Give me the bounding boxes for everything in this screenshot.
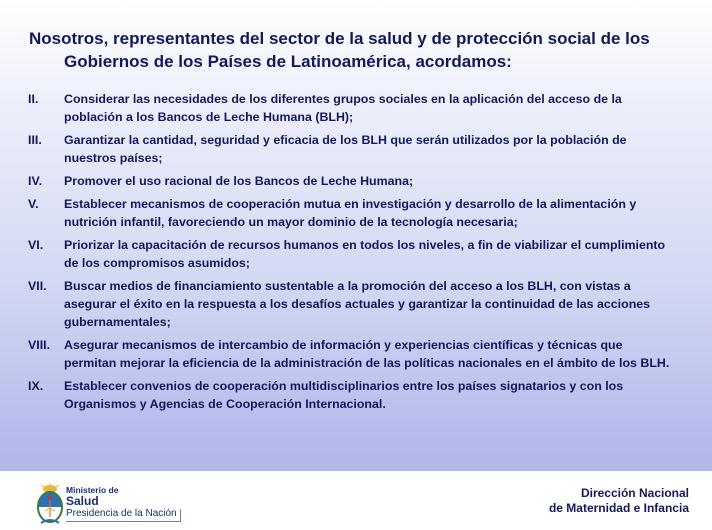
item-text: Buscar medios de financiamiento sustentable a la promoción del acceso a los BLH, con vistas a asegurar el éxito en la respuesta a los desafíos actuales y garantizar la continuidad de las acciones gubernamentales;	[64, 279, 651, 329]
title-line-2: Gobiernos de los Países de Latinoamérica, acordamos:	[64, 52, 512, 71]
item-text: Promover el uso racional de los Bancos de Leche Humana;	[64, 174, 414, 188]
ministerio-salud-logo	[30, 479, 190, 527]
logo-divider-vertical	[180, 509, 181, 522]
item-number: VI.	[28, 238, 44, 252]
logo-presidencia: Presidencia de la Nación	[66, 508, 177, 519]
logo-ministerio: Ministerio de	[66, 485, 119, 495]
list-item	[28, 377, 678, 413]
direccion-line-1: Dirección Nacional	[580, 486, 689, 500]
slide-title	[29, 27, 689, 73]
item-number: V.	[28, 197, 39, 211]
item-number: IX.	[28, 379, 44, 393]
logo-divider	[66, 521, 180, 522]
item-text: Establecer mecanismos de cooperación mutua en investigación y desarrollo de la alimentación y nutrición infantil, favoreciendo un mayor dominio de la tecnología necesaria;	[64, 197, 637, 229]
title-line-1: Nosotros, representantes del sector de la salud y de protección social de los	[29, 29, 650, 48]
direccion-nacional	[549, 486, 689, 516]
item-text: Considerar las necesidades de los diferentes grupos sociales en la aplicación del acceso de la población a los Bancos de Leche Humana (BLH);	[64, 92, 622, 124]
item-text: Asegurar mecanismos de intercambio de información y experiencias científicas y técnicas que permitan mejorar la eficiencia de la administración de las políticas nacionales en el ámbito de los BLH.	[64, 338, 670, 370]
list-item	[28, 90, 678, 126]
logo-text	[66, 485, 177, 520]
direccion-line-2: de Maternidad e Infancia	[548, 501, 689, 515]
footer	[0, 471, 712, 530]
item-number: IV.	[28, 174, 43, 188]
item-text: Priorizar la capacitación de recursos humanos en todos los niveles, a fin de viabilizar el cumplimiento de los compromisos asumidos;	[64, 238, 666, 270]
item-text: Garantizar la cantidad, seguridad y eficacia de los BLH que serán utilizados por la población de nuestros países;	[64, 133, 627, 165]
list-item	[28, 195, 678, 231]
list-item	[28, 131, 678, 167]
item-number: VII.	[28, 279, 47, 293]
list-item	[28, 236, 678, 272]
agreement-list	[28, 90, 678, 418]
item-number: III.	[28, 133, 42, 147]
list-item	[28, 277, 678, 331]
list-item	[28, 172, 678, 190]
logo-salud: Salud	[66, 494, 99, 508]
item-text: Establecer convenios de cooperación multidisciplinarios entre los países signatarios y con los Organismos y Agencias de Cooperación Internacional.	[64, 379, 624, 411]
item-number: II.	[28, 92, 39, 106]
list-item	[28, 336, 678, 372]
argentina-coat-of-arms-icon	[33, 483, 67, 525]
item-number: VIII.	[28, 338, 51, 352]
